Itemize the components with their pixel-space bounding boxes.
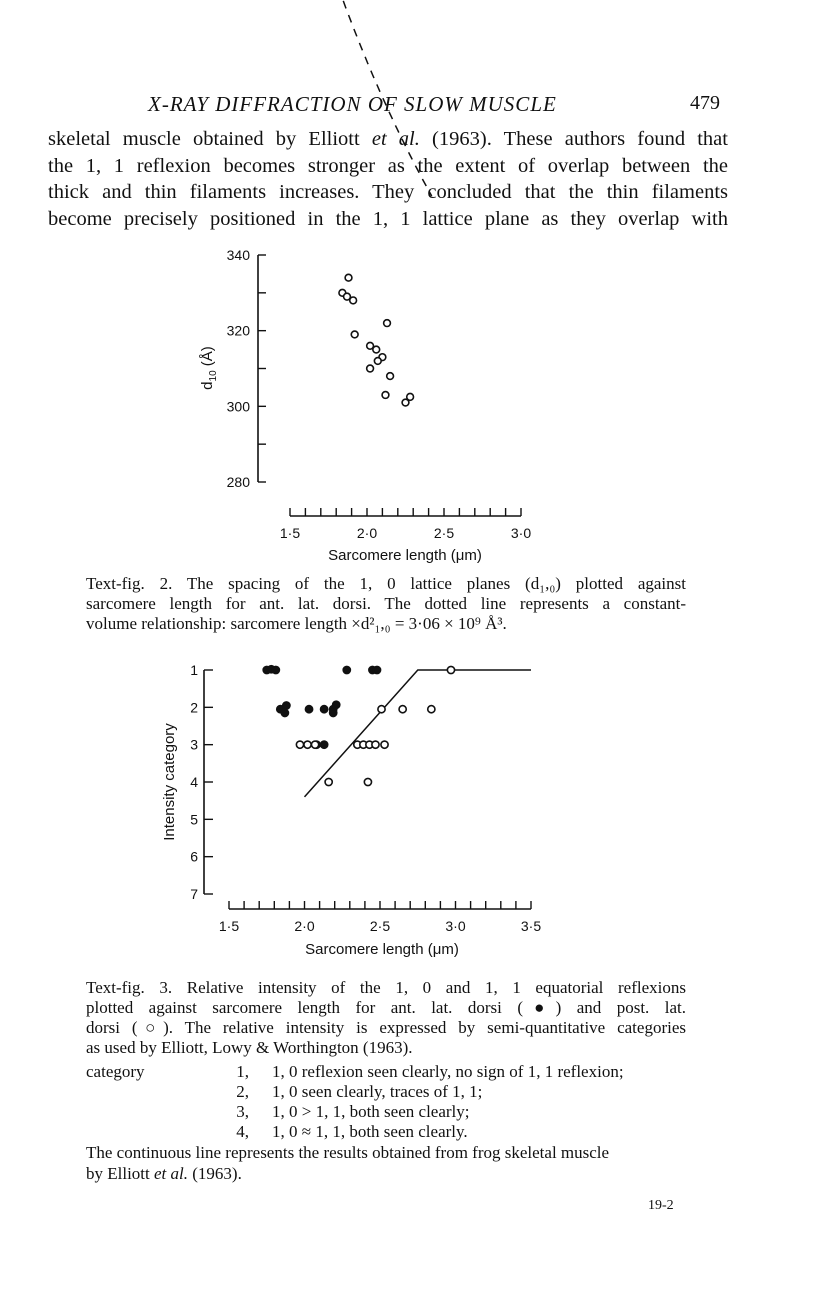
filled-data-point (272, 666, 279, 673)
data-point (367, 365, 374, 372)
open-data-point (399, 706, 406, 713)
caption-line: dorsi (○). The relative intensity is expressed by semi-quantitative categories (86, 1018, 686, 1037)
open-data-point (447, 666, 454, 673)
filled-data-point (283, 702, 290, 709)
x-axis-label: Sarcomere length (μm) (328, 547, 482, 564)
y-tick-label: 5 (190, 811, 198, 828)
caption-line: Text-fig. 2. The spacing of the 1, 0 lattice planes (d₁,₀) plotted against (86, 574, 686, 593)
y-tick-label: 320 (226, 322, 250, 339)
open-data-point (381, 741, 388, 748)
body-paragraph (48, 126, 728, 232)
category-number: 3, (236, 1102, 249, 1121)
caption-line: Text-fig. 3. Relative intensity of the 1, 0 and 1, 1 equatorial reflexions (86, 978, 686, 997)
caption-line: sarcomere length for ant. lat. dorsi. The dotted line represents a constant- (86, 594, 686, 613)
x-tick-label: 1·5 (279, 525, 301, 541)
data-point (407, 393, 414, 400)
y-tick-label: 7 (190, 886, 198, 902)
category-description: 1, 0 seen clearly, traces of 1, 1; (272, 1082, 483, 1101)
caption-line: volume relationship: sarcomere length ×d²₁,₀ = 3·06 × 10⁹ Å³. (86, 614, 507, 633)
page-number: 479 (690, 92, 720, 114)
open-data-point (325, 778, 332, 785)
paragraph-line: the 1, 1 reflexion becomes stronger as the extent of overlap between the (48, 154, 728, 177)
filled-data-point (305, 706, 312, 713)
y-tick-label: 300 (226, 398, 250, 415)
category-label: category (86, 1062, 145, 1081)
frog-muscle-reference-line (305, 670, 532, 797)
open-data-point (378, 706, 385, 713)
y-tick-label: 280 (226, 474, 250, 490)
data-point (373, 346, 380, 353)
open-data-point (304, 741, 311, 748)
y-axis-label: Intensity category (161, 723, 178, 841)
data-point (345, 274, 352, 281)
footnote-line: by Elliott et al. (1963). (86, 1164, 242, 1183)
filled-data-point (330, 709, 337, 716)
figure-2-caption (86, 574, 686, 634)
filled-data-point (281, 709, 288, 716)
data-point (387, 373, 394, 380)
open-data-point (311, 741, 318, 748)
data-point (350, 297, 357, 304)
y-tick-label: 1 (190, 662, 198, 678)
open-data-point (428, 706, 435, 713)
y-tick-label: 6 (190, 848, 198, 865)
category-description: 1, 0 > 1, 1, both seen clearly; (272, 1102, 470, 1121)
paragraph-line: become precisely positioned in the 1, 1 lattice plane as they overlap with (48, 207, 728, 230)
y-tick-label: 340 (226, 247, 250, 263)
open-data-point (296, 741, 303, 748)
data-point (382, 392, 389, 399)
running-title: X-RAY DIFFRACTION OF SLOW MUSCLE (148, 92, 557, 116)
figure-3-caption (86, 978, 686, 1058)
filled-data-point (321, 706, 328, 713)
data-point (374, 358, 381, 365)
x-axis-label: Sarcomere length (μm) (305, 941, 459, 958)
paragraph-line: skeletal muscle obtained by Elliott et al. (1963). These authors found that (48, 128, 728, 150)
figure-3-scatter-plot (0, 652, 816, 972)
x-tick-label: 2·5 (369, 918, 391, 934)
open-data-point (372, 741, 379, 748)
open-data-point (364, 778, 371, 785)
category-number: 1, (236, 1062, 249, 1081)
figure-3-footnote (86, 1142, 686, 1184)
x-tick-label: 3·0 (510, 525, 532, 541)
filled-data-point (321, 741, 328, 748)
data-point (351, 331, 358, 338)
figure-2-scatter-plot (0, 240, 816, 570)
filled-data-point (333, 701, 340, 708)
x-tick-label: 2·5 (433, 525, 455, 541)
y-tick-label: 2 (190, 699, 198, 716)
signature-mark: 19-2 (648, 1198, 674, 1213)
caption-line: plotted against sarcomere length for ant. lat. dorsi (●) and post. lat. (86, 998, 686, 1017)
x-tick-label: 1·5 (218, 918, 240, 934)
filled-data-point (343, 666, 350, 673)
category-description: 1, 0 reflexion seen clearly, no sign of 1, 1 reflexion; (272, 1062, 624, 1081)
filled-data-point (373, 666, 380, 673)
x-tick-label: 2·0 (294, 918, 315, 934)
category-number: 4, (236, 1122, 249, 1141)
x-tick-label: 3·0 (445, 918, 466, 934)
data-point (384, 320, 391, 327)
y-tick-label: 3 (190, 736, 198, 753)
paragraph-line: thick and thin filaments increases. They concluded that the thin filaments (48, 181, 728, 203)
x-tick-label: 2·0 (356, 525, 378, 541)
y-axis-label: $d_{10}$ (Å) (199, 346, 219, 390)
x-tick-label: 3·5 (520, 918, 542, 934)
category-number: 2, (236, 1082, 249, 1101)
y-tick-label: 4 (190, 774, 198, 790)
caption-line: as used by Elliott, Lowy & Worthington (1963). (86, 1038, 413, 1057)
footnote-line: The continuous line represents the results obtained from frog skeletal muscle (86, 1143, 610, 1162)
category-description: 1, 0 ≈ 1, 1, both seen clearly. (272, 1122, 468, 1141)
running-header (48, 92, 720, 120)
